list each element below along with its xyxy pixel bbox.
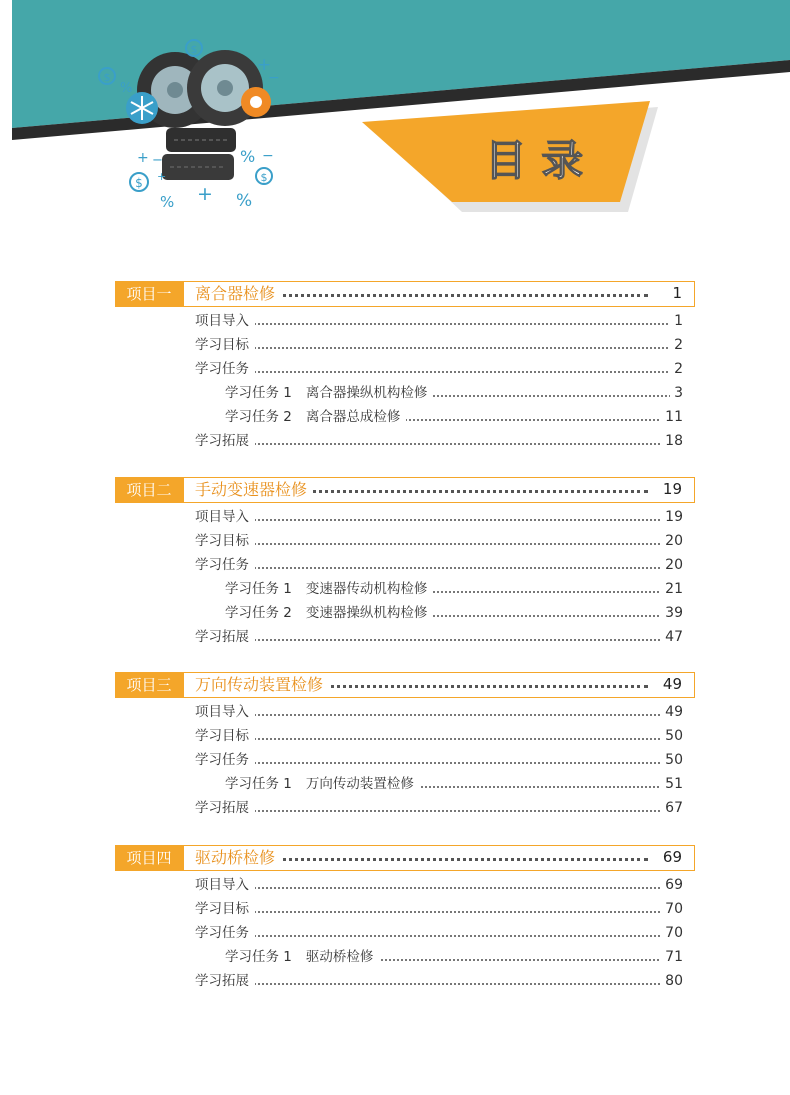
page-number: 70 bbox=[661, 897, 683, 921]
header-banner bbox=[0, 0, 790, 240]
minus-symbol: − bbox=[268, 70, 280, 86]
dot-leader bbox=[276, 294, 648, 297]
toc-entry[interactable] bbox=[195, 897, 683, 921]
page-number: 20 bbox=[661, 553, 683, 577]
entry-title: 离合器总成检修 bbox=[305, 409, 401, 425]
page-number: 2 bbox=[670, 333, 683, 357]
page-number: 49 bbox=[661, 700, 683, 724]
page-number: 69 bbox=[659, 846, 682, 869]
project-heading[interactable] bbox=[115, 845, 695, 871]
entry-label bbox=[195, 969, 255, 993]
entry-label bbox=[195, 625, 255, 649]
page-number: 3 bbox=[670, 381, 683, 405]
entry-label bbox=[225, 381, 433, 405]
toc-entry[interactable] bbox=[195, 873, 683, 897]
project-title: 离合器检修 bbox=[195, 282, 281, 305]
entry-label bbox=[195, 357, 255, 381]
task-number: 学习任务 1 bbox=[225, 581, 292, 597]
svg-text:$: $ bbox=[260, 171, 268, 184]
dot-leader bbox=[195, 543, 683, 545]
entry-label bbox=[225, 945, 379, 969]
project-tag: 项目四 bbox=[115, 845, 184, 871]
page-number: 20 bbox=[661, 529, 683, 553]
toc-section bbox=[115, 281, 695, 453]
toc-entry[interactable] bbox=[195, 724, 683, 748]
sun-icon bbox=[241, 87, 271, 117]
percent-symbol: % bbox=[240, 147, 256, 166]
entry-label bbox=[225, 577, 433, 601]
entry-label bbox=[225, 772, 420, 796]
dot-leader bbox=[195, 519, 683, 521]
dot-leader bbox=[195, 983, 683, 985]
percent-symbol: % bbox=[160, 193, 175, 211]
percent-symbol: % bbox=[120, 81, 133, 96]
entry-title: 学习目标 bbox=[195, 901, 249, 917]
task-number: 学习任务 1 bbox=[225, 385, 292, 401]
dot-leader bbox=[195, 371, 683, 373]
task-number: 学习任务 2 bbox=[225, 605, 292, 621]
entry-label bbox=[195, 873, 255, 897]
project-tag: 项目一 bbox=[115, 281, 184, 307]
entry-label bbox=[195, 700, 255, 724]
dollar-coin-icon bbox=[256, 168, 272, 184]
project-tag: 项目二 bbox=[115, 477, 184, 503]
dot-leader bbox=[195, 567, 683, 569]
dot-leader bbox=[276, 490, 648, 493]
page-number: 50 bbox=[661, 748, 683, 772]
toc-entry[interactable] bbox=[195, 529, 683, 553]
minus-symbol: − bbox=[262, 148, 274, 164]
entry-title: 项目导入 bbox=[195, 313, 249, 329]
entry-title: 学习目标 bbox=[195, 728, 249, 744]
entry-title: 学习拓展 bbox=[195, 433, 249, 449]
svg-text:$: $ bbox=[135, 176, 143, 190]
toc-entry[interactable] bbox=[195, 505, 683, 529]
dot-leader bbox=[195, 935, 683, 937]
plus-symbol: + bbox=[157, 170, 167, 183]
dot-leader bbox=[195, 323, 683, 325]
page-number: 70 bbox=[661, 921, 683, 945]
entry-label bbox=[195, 309, 255, 333]
page-number: 50 bbox=[661, 724, 683, 748]
plus-symbol: + bbox=[137, 150, 149, 166]
toc-entry[interactable] bbox=[195, 921, 683, 945]
project-title: 手动变速器检修 bbox=[195, 478, 313, 501]
project-title: 万向传动装置检修 bbox=[195, 673, 329, 696]
page-number: 19 bbox=[659, 478, 682, 501]
toc-entry[interactable] bbox=[195, 309, 683, 333]
svg-text:$: $ bbox=[190, 43, 198, 56]
page-number: 19 bbox=[661, 505, 683, 529]
page-number: 2 bbox=[670, 357, 683, 381]
entry-title: 项目导入 bbox=[195, 877, 249, 893]
project-heading[interactable] bbox=[115, 477, 695, 503]
entry-title: 学习目标 bbox=[195, 337, 249, 353]
entry-label bbox=[195, 429, 255, 453]
page-number: 39 bbox=[661, 601, 683, 625]
page-number: 71 bbox=[661, 945, 683, 969]
toc-subentry[interactable] bbox=[225, 577, 683, 601]
toc-subentry[interactable] bbox=[225, 601, 683, 625]
toc-entry[interactable] bbox=[195, 429, 683, 453]
toc-entry[interactable] bbox=[195, 625, 683, 649]
toc-title: 目 录 bbox=[484, 136, 584, 185]
entry-label bbox=[195, 921, 255, 945]
percent-symbol: % bbox=[236, 191, 253, 211]
page-number: 1 bbox=[670, 309, 683, 333]
toc-entry[interactable] bbox=[195, 700, 683, 724]
toc-entry[interactable] bbox=[195, 357, 683, 381]
entry-title: 学习任务 bbox=[195, 752, 249, 768]
entry-title: 变速器传动机构检修 bbox=[305, 581, 428, 597]
dollar-coin-icon bbox=[130, 173, 148, 191]
svg-text:$: $ bbox=[103, 71, 111, 84]
entry-label bbox=[225, 601, 433, 625]
toc-entry[interactable] bbox=[195, 969, 683, 993]
page-number: 69 bbox=[661, 873, 683, 897]
page-number: 80 bbox=[661, 969, 683, 993]
toc-subentry[interactable] bbox=[225, 945, 683, 969]
entry-label bbox=[195, 897, 255, 921]
plus-symbol: + bbox=[197, 183, 213, 205]
project-heading[interactable] bbox=[115, 281, 695, 307]
project-title: 驱动桥检修 bbox=[195, 846, 281, 869]
entry-title: 学习拓展 bbox=[195, 800, 249, 816]
entry-title: 万向传动装置检修 bbox=[305, 776, 414, 792]
page-number: 11 bbox=[661, 405, 683, 429]
dot-leader bbox=[195, 738, 683, 740]
toc-section bbox=[115, 845, 695, 993]
plus-symbol: + bbox=[257, 55, 272, 75]
page-number: 18 bbox=[661, 429, 683, 453]
entry-title: 学习任务 bbox=[195, 557, 249, 573]
entry-label bbox=[195, 796, 255, 820]
dot-leader bbox=[195, 443, 683, 445]
entry-label bbox=[195, 333, 255, 357]
page-number: 67 bbox=[661, 796, 683, 820]
entry-title: 项目导入 bbox=[195, 704, 249, 720]
entry-title: 离合器操纵机构检修 bbox=[305, 385, 428, 401]
task-number: 学习任务 1 bbox=[225, 776, 292, 792]
toc-section bbox=[115, 477, 695, 649]
toc-entry[interactable] bbox=[195, 796, 683, 820]
entry-label bbox=[195, 724, 255, 748]
page-number: 1 bbox=[668, 282, 682, 305]
entry-label bbox=[195, 529, 255, 553]
entry-title: 驱动桥检修 bbox=[305, 949, 374, 965]
entry-title: 项目导入 bbox=[195, 509, 249, 525]
entry-label bbox=[195, 553, 255, 577]
page-number: 47 bbox=[661, 625, 683, 649]
page-number: 51 bbox=[661, 772, 683, 796]
toc-subentry[interactable] bbox=[225, 772, 683, 796]
minus-symbol: − bbox=[152, 153, 163, 168]
task-number: 学习任务 1 bbox=[225, 949, 292, 965]
page-number: 49 bbox=[659, 673, 682, 696]
dot-leader bbox=[276, 685, 648, 688]
entry-title: 变速器操纵机构检修 bbox=[305, 605, 428, 621]
entry-title: 学习任务 bbox=[195, 361, 249, 377]
toc-entry[interactable] bbox=[195, 748, 683, 772]
snowflake-icon bbox=[126, 92, 158, 124]
entry-label bbox=[195, 505, 255, 529]
entry-title: 学习拓展 bbox=[195, 629, 249, 645]
entry-title: 学习拓展 bbox=[195, 973, 249, 989]
project-tag: 项目三 bbox=[115, 672, 184, 698]
entry-title: 学习任务 bbox=[195, 925, 249, 941]
dot-leader bbox=[276, 858, 648, 861]
dot-leader bbox=[195, 639, 683, 641]
dot-leader bbox=[195, 762, 683, 764]
page-number: 21 bbox=[661, 577, 683, 601]
entry-title: 学习目标 bbox=[195, 533, 249, 549]
dot-leader bbox=[195, 810, 683, 812]
entry-label bbox=[195, 748, 255, 772]
dot-leader bbox=[195, 714, 683, 716]
dot-leader bbox=[195, 347, 683, 349]
toc-subentry[interactable] bbox=[225, 381, 683, 405]
project-heading[interactable] bbox=[115, 672, 695, 698]
task-number: 学习任务 2 bbox=[225, 409, 292, 425]
dot-leader bbox=[195, 911, 683, 913]
dot-leader bbox=[195, 887, 683, 889]
toc-entry[interactable] bbox=[195, 553, 683, 577]
entry-label bbox=[225, 405, 406, 429]
toc-section bbox=[115, 672, 695, 820]
toc-entry[interactable] bbox=[195, 333, 683, 357]
toc-subentry[interactable] bbox=[225, 405, 683, 429]
